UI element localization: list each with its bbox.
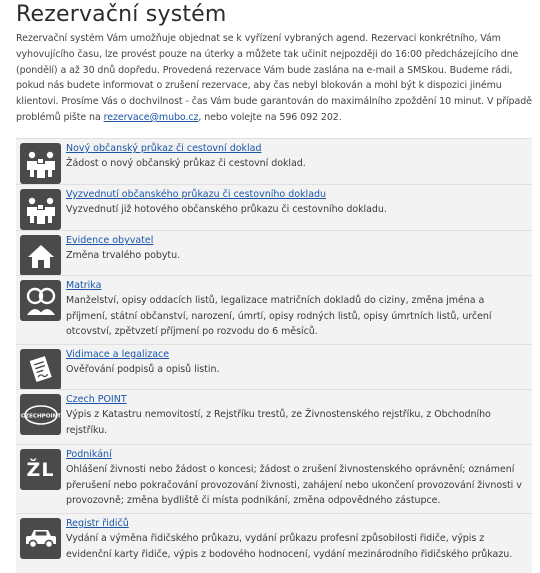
intro-suffix: , nebo volejte na 596 092 202. [198,111,342,123]
agenda-desc: Žádost o nový občanský průkaz či cestovní doklad. [66,158,306,169]
agenda-link-czechpoint[interactable]: Czech POINT [66,394,127,405]
agenda-desc: Ověřování podpisů a opisů listin. [66,364,220,375]
agenda-desc: Výpis z Katastru nemovitostí, z Rejstříku trestů, ze Živnostenského rejstříku, z Obchodního rejstříku. [66,409,491,436]
document-sign-icon [20,349,61,390]
agenda-item-residents [16,230,532,276]
office-counter-icon [20,189,61,230]
office-counter-icon [20,143,61,184]
intro-text: Rezervační systém Vám umožňuje objednat se k vyřízení vybraných agend. Rezervaci konkrétního, Vám vyhovujícího času, lze provést pouze na úterky a můžete tak učinit nejpozději do 16:00 předcházejícího dne (pondělí) a až 30 dnů dopředu. Provedená rezervace Vám bude zaslána na e-mail a SMSkou. Budeme rádi, pokud nás budete informovat o zrušení rezervace, aby čas nebyl blokován a mohl být k dispozici jinému klientovi. Prosíme Vás o dochvilnost - čas Vám bude garantován do maximálního zpoždění 10 minut. V případě problémů pište na [16,33,532,123]
page-title: Rezervační systém [16,2,227,27]
agenda-link-new-id[interactable]: Nový občanský průkaz či cestovní doklad [66,143,262,154]
agenda-desc: Vyzvednutí již hotového občanského průkazu či cestovního dokladu. [66,204,387,215]
agenda-item-drivers [16,513,532,573]
agenda-item-pickup-id [16,184,532,231]
agenda-desc: Vydání a výměna řidičského průkazu, vydání průkazu profesní způsobilosti řidiče, výpis z evidenční karty řidiče, výpis z bodového hodnocení, vydání mezinárodního řidičského průkazu. [66,533,513,560]
intro-paragraph [16,31,532,126]
agenda-item-business [16,444,532,514]
agenda-desc: Manželství, opisy oddacích listů, legalizace matričních dokladů do ciziny, změna jména a příjmení, státní občanství, narození, úmrtí, opisy rodných listů, opisy úmrtních listů, určení otcovství, zpětvzetí příjmení po rozvodu do 6 měsíců. [66,295,492,338]
agenda-desc: Změna trvalého pobytu. [66,250,181,261]
zl-letters-icon [20,449,61,490]
couple-icon [20,280,61,321]
agenda-item-registry [16,275,532,345]
zl-logo-text: ŽL [26,458,55,481]
czechpoint-logo-text: CZECHPOINT [20,412,61,419]
agenda-item-verification [16,344,532,390]
agenda-link-registry[interactable]: Matrika [66,280,102,291]
car-icon [20,518,61,559]
agenda-link-pickup-id[interactable]: Vyzvednutí občanského průkazu či cestovního dokladu [66,189,327,200]
house-icon [20,235,61,276]
agenda-desc: Ohlášení živnosti nebo žádost o koncesi; žádost o zrušení živnostenského oprávnění; oznámení přerušení nebo pokračování provozování živnosti, zahájení nebo ukončení provozování živnosti v provozovně; změna bydliště či místa podnikání, změna odpovědného zástupce. [66,464,522,507]
agenda-link-drivers[interactable]: Registr řidičů [66,518,129,529]
email-link[interactable]: rezervace@mubo.cz [103,111,199,123]
agenda-item-czechpoint [16,389,532,445]
agenda-link-residents[interactable]: Evidence obyvatel [66,235,154,246]
czechpoint-logo-icon [20,394,61,435]
agenda-link-business[interactable]: Podnikání [66,449,112,460]
agenda-item-new-id [16,138,532,185]
agenda-link-verification[interactable]: Vidimace a legalizace [66,349,170,360]
